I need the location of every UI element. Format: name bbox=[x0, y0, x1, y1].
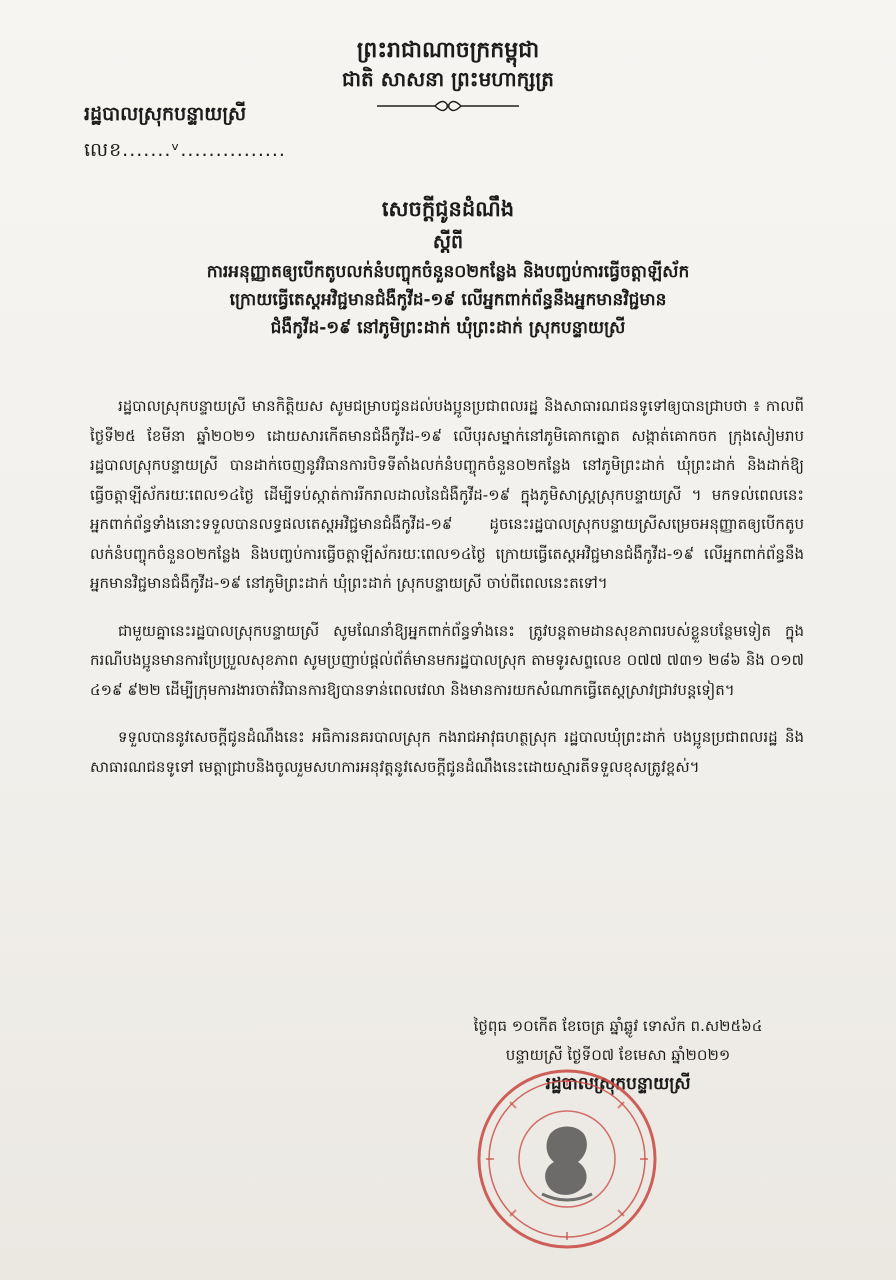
subject-line-2: ក្រោយធ្វើតេស្តអវិជ្ជមានជំងឺកូវីដ-១៩ លើអ្នកពាក់ព័ន្ធនឹងអ្នកមានវិជ្ជមាន bbox=[229, 290, 667, 311]
official-seal-icon bbox=[472, 1064, 662, 1254]
issuer-block bbox=[84, 96, 286, 168]
issuer-name: រដ្ឋបាលស្រុកបន្ទាយស្រី bbox=[84, 103, 247, 125]
ornament-divider-icon bbox=[373, 99, 523, 113]
body-text bbox=[90, 392, 804, 800]
title-block bbox=[70, 192, 826, 342]
subject-line-1: ការអនុញ្ញាតឲ្យបើកតូបលក់នំបញ្ចុកចំនួន០២កន្លែង និងបញ្ចប់ការធ្វើចត្តាឡីស័ក bbox=[206, 261, 690, 282]
solar-date: បន្ទាយស្រី ថ្ងៃទី០៧ ខែមេសា ឆ្នាំ២០២១ bbox=[505, 1046, 731, 1064]
paragraph-3: ទទួលបាននូវសេចក្តីជូនដំណឹងនេះ អធិការនគរបាលស្រុក កងរាជអាវុធហត្ថស្រុក រដ្ឋបាលឃុំព្រះដាក់ បងប្អូនប្រជាពលរដ្ឋ និងសាធារណជនទូទៅ មេត្តាជ្រាបនិងចូលរួមសហការអនុវត្តនូវសេចក្តីជូនដំណឹងនេះដោយស្មារតីទទួលខុសត្រូវខ្ពស់។ bbox=[90, 728, 804, 776]
paragraph-2: ជាមួយគ្នានេះរដ្ឋបាលស្រុកបន្ទាយស្រី សូមណែនាំឱ្យអ្នកពាក់ព័ន្ធទាំងនេះ ត្រូវបន្តតាមដានសុខភាពរបស់ខ្លួនបន្ថែមទៀត ក្នុងករណីបងប្អូនមានការប្រែប្រួលសុខភាព សូមប្រញាប់ផ្តល់ព័ត៌មានមករដ្ឋបាលស្រុក តាមទូរសព្ទលេខ ០៧៧ ៧៣១ ២៨៦ និង ០១៧ ៤១៩ ៩២២ ដើម្បីក្រុមការងារចាត់វិធានការឱ្យបានទាន់ពេលវេលា និងមានការយកសំណាកធ្វើតេស្តស្រាវជ្រាវបន្តទៀត។ bbox=[90, 621, 804, 699]
kingdom-name: ព្រះរាជាណាចក្រកម្ពុជា bbox=[356, 38, 540, 63]
lunar-date: ថ្ងៃពុធ ១០កើត ខែចេត្រ ឆ្នាំឆ្លូវ ទោស័ក ព.ស២៥៦៤ bbox=[473, 1017, 763, 1035]
document-type: សេចក្តីជូនដំណឹង bbox=[381, 197, 515, 221]
national-motto: ជាតិ សាសនា ព្រះមហាក្សត្រ bbox=[342, 66, 554, 91]
reference-number: លេខ.......ᵛ............... bbox=[84, 139, 286, 162]
subject-line-3: ជំងឺកូវីដ-១៩ នៅភូមិព្រះដាក់ ឃុំព្រះដាក់ ស្រុកបន្ទាយស្រី bbox=[270, 318, 626, 339]
subject-label: ស្តីពី bbox=[432, 230, 464, 253]
signing-office: រដ្ឋបាលស្រុកបន្ទាយស្រី bbox=[545, 1074, 691, 1094]
paragraph-1: រដ្ឋបាលស្រុកបន្ទាយស្រី មានកិត្តិយស សូមជម្រាបជូនដល់បងប្អូនប្រជាពលរដ្ឋ និងសាធារណជនទូទៅឲ្យបានជ្រាបថា ៖ កាលពីថ្ងៃទី២៥ ខែមីនា ឆ្នាំ២០២១ ដោយសារកើតមានជំងឺកូវីដ-១៩ លើបុរសម្នាក់នៅភូមិគោកត្នោត សង្កាត់គោកចក ក្រុងសៀមរាប រដ្ឋបាលស្រុកបន្ទាយស្រី បានដាក់ចេញនូវវិធានការបិទទីតាំងលក់នំបញ្ចុកចំនួន០២កន្លែង នៅភូមិព្រះដាក់ ឃុំព្រះដាក់ និងដាក់ឱ្យធ្វើចត្តាឡីស័ករយៈពេល១៤ថ្ងៃ ដើម្បីទប់ស្កាត់ការរីករាលដាលនៃជំងឺកូវីដ-១៩ ក្នុងភូមិសាស្ត្រស្រុកបន្ទាយស្រី ។ មកទល់ពេលនេះ អ្នកពាក់ព័ន្ធទាំងនោះទទួលបានលទ្ធផលតេស្តអវិជ្ជមានជំងឺកូវីដ-១៩ ដូចនេះរដ្ឋបាលស្រុកបន្ទាយស្រីសម្រេចអនុញ្ញាតឲ្យបើកតូបលក់នំបញ្ចុកចំនួន០២កន្លែង និងបញ្ចប់ការធ្វើចត្តាឡីស័ករយៈពេល១៤ថ្ងៃ ក្រោយធ្វើតេស្តអវិជ្ជមានជំងឺកូវីដ-១៩ លើអ្នកពាក់ព័ន្ធនឹងអ្នកមានវិជ្ជមានជំងឺកូវីដ-១៩ នៅភូមិព្រះដាក់ ឃុំព្រះដាក់ ស្រុកបន្ទាយស្រី ចាប់ពីពេលនេះតទៅ។ bbox=[90, 397, 804, 592]
